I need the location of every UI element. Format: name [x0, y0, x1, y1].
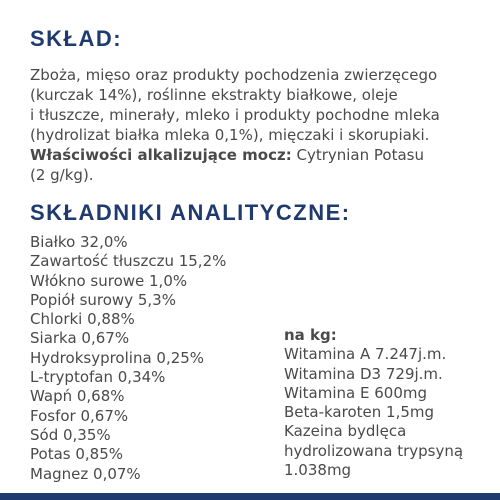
composition-line: (hydrolizat białka mleka 0,1%), mięczaki i skorupiaki. [30, 126, 430, 144]
analytical-item: Chlorki 0,88% [30, 310, 135, 329]
composition-line: (kurczak 14%), roślinne ekstrakty białkowe, oleje [30, 86, 398, 104]
analytical-item: Potas 0,85% [30, 445, 123, 464]
analytical-item: Fosfor 0,67% [30, 406, 129, 425]
per-kg-item: Witamina D3 729j.m. [284, 364, 443, 383]
analytical-item: Zawartość tłuszczu 15,2% [30, 252, 227, 271]
analytical-list [30, 233, 226, 484]
additive-amount: (2 g/kg). [30, 166, 94, 184]
analytical-heading: SKŁADNIKI ANALITYCZNE: [30, 200, 351, 225]
analytical-item: Białko 32,0% [30, 233, 128, 251]
per-kg-header: na kg: [284, 326, 337, 344]
analytical-item: Popiół surowy 5,3% [30, 290, 176, 309]
per-kg-item: Beta-karoten 1,5mg [284, 403, 435, 422]
composition-text [30, 65, 485, 185]
per-kg-item: Witamina A 7.247j.m. [284, 345, 447, 364]
analytical-item: L-tryptofan 0,34% [30, 368, 166, 387]
per-kg-item: Kazeina bydlęca [284, 422, 407, 441]
analytical-item: Włókno surowe 1,0% [30, 271, 188, 290]
composition-line: i tłuszcze, minerały, mleko i produkty pochodne mleka [30, 106, 440, 124]
bottom-accent-bar [0, 493, 500, 500]
additive-label: Właściwości alkalizujące mocz: [30, 146, 292, 164]
analytical-item: Hydroksyprolina 0,25% [30, 348, 205, 367]
additive-value: Cytrynian Potasu [291, 146, 424, 164]
analytical-item: Sód 0,35% [30, 425, 111, 444]
additive-line [30, 145, 485, 165]
per-kg-item: Witamina E 600mg [284, 383, 427, 402]
analytical-item: Magnez 0,07% [30, 464, 141, 483]
analytical-item: Siarka 0,67% [30, 329, 130, 348]
composition-line: Zboża, mięso oraz produkty pochodzenia zwierzęcego [30, 66, 438, 84]
per-kg-item: 1.038mg [284, 461, 352, 480]
analytical-item: Wapń 0,68% [30, 387, 125, 406]
per-kg-item: hydrolizowana trypsyną [284, 441, 464, 460]
per-kg-list [284, 326, 463, 480]
composition-heading: SKŁAD: [30, 26, 123, 51]
